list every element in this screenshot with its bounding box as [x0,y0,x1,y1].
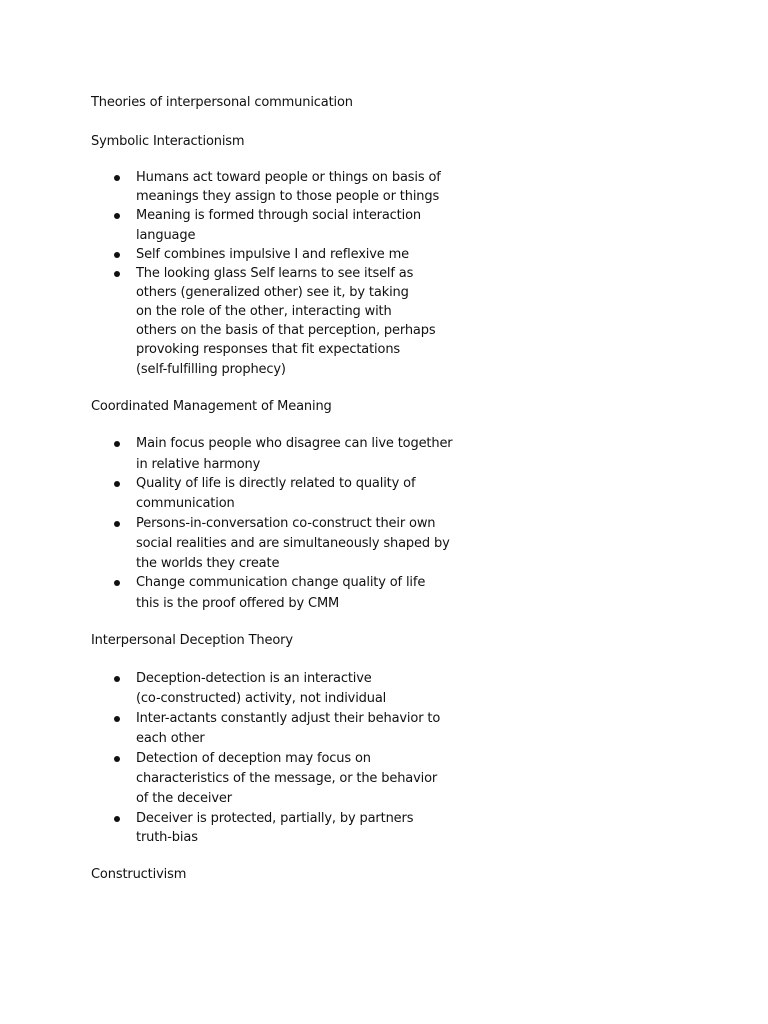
list-item-line: Quality of life is directly related to quality of [136,476,416,491]
list-item-line: Self combines impulsive I and reflexive me [136,247,409,262]
list-item-line: each other [136,731,205,746]
bullet-icon [114,481,120,487]
bullet-icon [114,252,120,258]
section-heading-symbolic-interactionism: Symbolic Interactionism [91,134,245,149]
bullet-icon [114,676,120,682]
list-item-line: on the role of the other, interacting with [136,304,392,319]
section-heading-constructivism: Constructivism [91,867,187,882]
list-item-line: Meaning is formed through social interaction [136,208,421,223]
list-item-line: Detection of deception may focus on [136,751,371,766]
list-item-line: the worlds they create [136,556,280,571]
bullet-icon [114,441,120,447]
list-item-line: (self-fulfilling prophecy) [136,362,286,377]
list-item-line: meanings they assign to those people or things [136,189,440,204]
bullet-icon [114,521,120,527]
list-item-line: truth-bias [136,830,198,845]
list-item-line: Deceiver is protected, partially, by partners [136,811,414,826]
section-heading-coordinated-management-of-meaning: Coordinated Management of Meaning [91,399,332,414]
list-item-line: Main focus people who disagree can live together [136,436,453,451]
list-item-line: Deception-detection is an interactive [136,671,372,686]
list-item-line: provoking responses that fit expectations [136,342,401,357]
bullet-icon [114,716,120,722]
bullet-icon [114,816,120,822]
list-item-line: of the deceiver [136,791,232,806]
bullet-icon [114,271,120,277]
bullet-icon [114,756,120,762]
section-heading-interpersonal-deception-theory: Interpersonal Deception Theory [91,633,293,648]
document-title: Theories of interpersonal communication [91,95,353,110]
bullet-icon [114,580,120,586]
list-item-line: communication [136,496,235,511]
list-item-line: others (generalized other) see it, by taking [136,285,409,300]
bullet-icon [114,175,120,181]
list-item-line: this is the proof offered by CMM [136,596,340,611]
list-item-line: in relative harmony [136,457,261,472]
list-item-line: language [136,228,196,243]
list-item-line: (co-constructed) activity, not individual [136,691,387,706]
list-item-line: social realities and are simultaneously shaped by [136,536,450,551]
bullet-icon [114,213,120,219]
list-item-line: The looking glass Self learns to see itself as [136,266,414,281]
list-item-line: Inter-actants constantly adjust their behavior to [136,711,441,726]
list-item-line: Change communication change quality of life [136,575,426,590]
list-item-line: Persons-in-conversation co-construct their own [136,516,436,531]
list-item-line: Humans act toward people or things on basis of [136,170,441,185]
list-item-line: others on the basis of that perception, perhaps [136,323,436,338]
list-item-line: characteristics of the message, or the behavior [136,771,438,786]
